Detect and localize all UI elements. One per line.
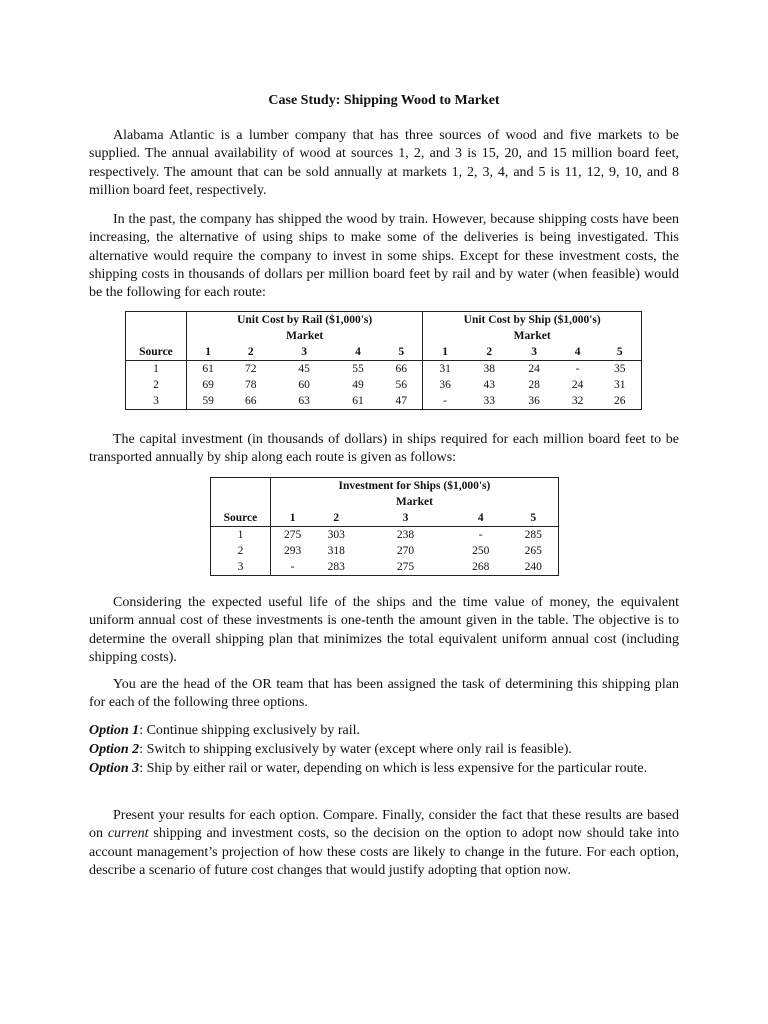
source-column-header: Source <box>211 510 271 527</box>
market-header: 2 <box>229 344 272 361</box>
paragraph-investment: The capital investment (in thousands of dollars) in ships required for each million board feet to be transported annually by ship along each route is given as follows: <box>89 432 679 466</box>
table-row: 2 293 318 270 250 265 <box>211 543 559 559</box>
investment-market-label: Market <box>270 494 558 510</box>
paragraph-present-results: Present your results for each option. Compare. Finally, consider the fact that these results are based on current shipping and investment costs, so the decision on the option to adopt now should take into account management’s projection of how these costs are likely to change in the future. For each option, describe a scenario of future cost changes that would justify adopting that option now. <box>89 808 679 878</box>
option-3: Option 3: Ship by either rail or water, depending on which is less expensive for the particular route. <box>89 761 648 776</box>
option-label: Option 2 <box>89 742 140 757</box>
source-column-header: Source <box>126 344 187 361</box>
table-row: 1 275 303 238 - 285 <box>211 527 559 544</box>
option-label: Option 3 <box>89 761 140 776</box>
market-header: 5 <box>599 344 642 361</box>
option-2: Option 2: Switch to shipping exclusively by water (except where only rail is feasible). <box>89 742 572 757</box>
investment-table <box>210 477 559 576</box>
ship-cost-header: Unit Cost by Ship ($1,000's) <box>423 312 642 329</box>
market-header: 2 <box>467 344 512 361</box>
rail-cost-header: Unit Cost by Rail ($1,000's) <box>186 312 422 329</box>
rail-market-label: Market <box>186 328 422 344</box>
ship-market-label: Market <box>423 328 642 344</box>
option-label: Option 1 <box>89 723 140 738</box>
emphasis-current: current <box>107 826 149 842</box>
investment-header: Investment for Ships ($1,000's) <box>270 478 558 495</box>
table-row: 2 69 78 60 49 56 36 43 28 24 31 <box>126 377 642 393</box>
market-header: 3 <box>512 344 557 361</box>
table-row: 3 59 66 63 61 47 - 33 36 32 26 <box>126 393 642 410</box>
market-header: 5 <box>380 344 423 361</box>
option-1: Option 1: Continue shipping exclusively by rail. <box>89 723 361 738</box>
paragraph-or-team: You are the head of the OR team that has been assigned the task of determining this shipping plan for each of the following three options. <box>89 677 679 711</box>
unit-cost-table <box>125 311 642 410</box>
page-title: Case Study: Shipping Wood to Market <box>268 93 500 108</box>
market-header: 1 <box>270 510 314 527</box>
market-header: 2 <box>314 510 358 527</box>
market-header: 3 <box>272 344 336 361</box>
table-row: 3 - 283 275 268 240 <box>211 559 559 576</box>
paragraph-annual-cost: Considering the expected useful life of the ships and the time value of money, the equivalent uniform annual cost of these investments is one-tenth the amount given in the table. The objective is to determine the overall shipping plan that minimizes the total equivalent uniform annual cost (including shipping costs). <box>89 595 679 665</box>
market-header: 1 <box>423 344 467 361</box>
market-header: 4 <box>557 344 599 361</box>
table-corner <box>126 312 187 329</box>
table-row: 1 61 72 45 55 66 31 38 24 - 35 <box>126 361 642 378</box>
market-header: 3 <box>358 510 453 527</box>
market-header: 4 <box>453 510 509 527</box>
paragraph-history: In the past, the company has shipped the wood by train. However, because shipping costs have been increasing, the alternative of using ships to make some of the deliveries is being investigated. This alternative would require the company to invest in some ships. Except for these investment costs, the shipping costs in thousands of dollars per million board feet by rail and by water (when feasible) would be the following for each route: <box>89 212 679 301</box>
paragraph-intro: Alabama Atlantic is a lumber company that has three sources of wood and five markets to be supplied. The annual availability of wood at sources 1, 2, and 3 is 15, 20, and 15 million board feet, respectively. The amount that can be sold annually at markets 1, 2, 3, 4, and 5 is 11, 12, 9, 10, and 8 million board feet, respectively. <box>89 128 679 198</box>
market-header: 5 <box>509 510 559 527</box>
market-header: 1 <box>186 344 229 361</box>
market-header: 4 <box>336 344 380 361</box>
